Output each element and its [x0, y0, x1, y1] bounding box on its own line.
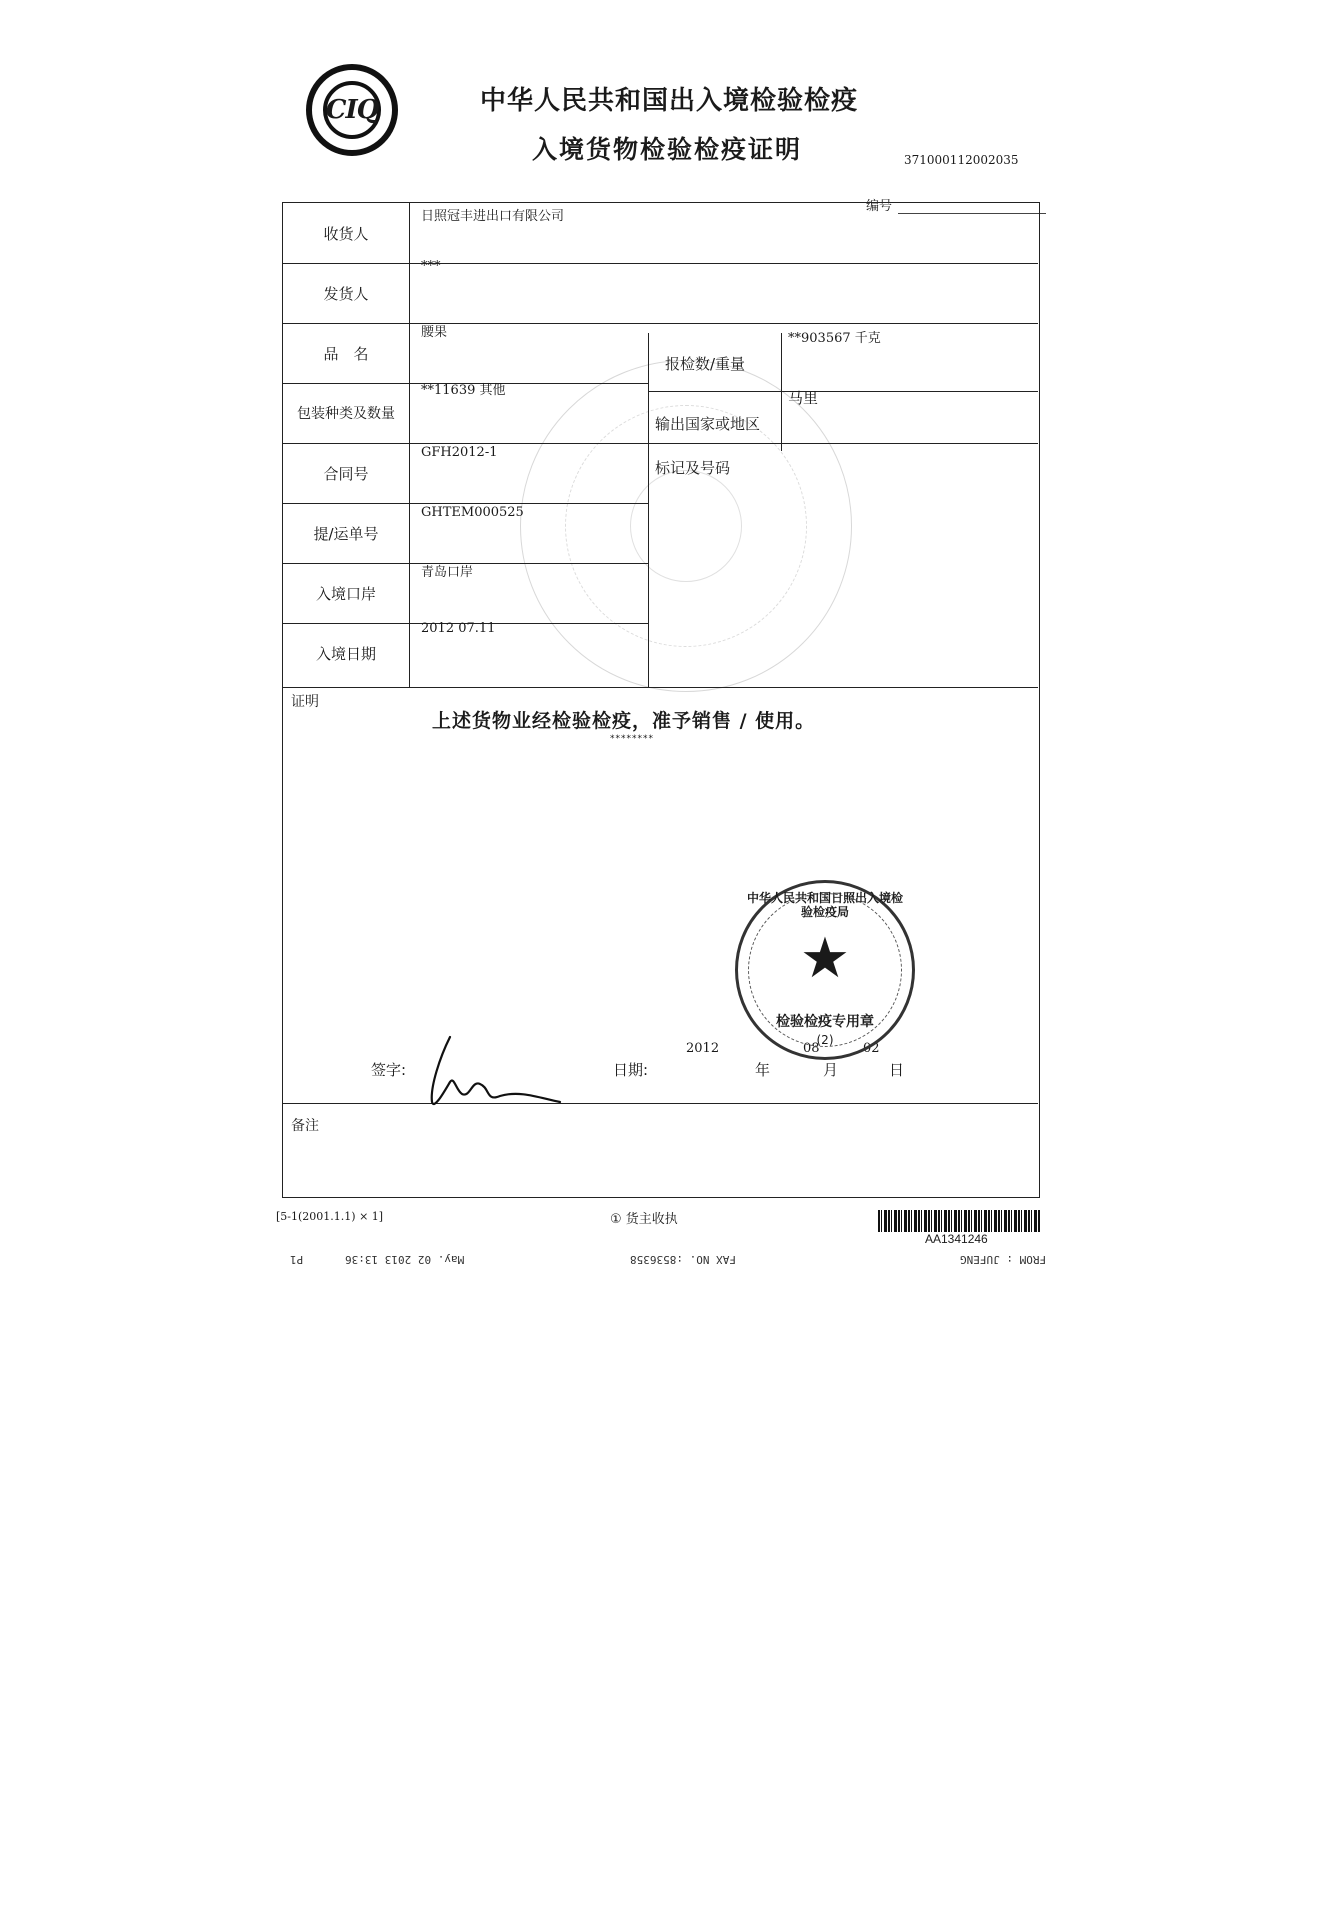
- seal-star-icon: ★: [799, 926, 851, 991]
- document-title-line2: 入境货物检验检疫证明: [532, 135, 803, 164]
- origin-country-label: 输出国家或地区: [655, 415, 761, 433]
- consignee-value: 日照冠丰进出口有限公司: [421, 209, 565, 224]
- bill-of-lading-value: GHTEM000525: [421, 505, 524, 520]
- quantity-weight-value: **903567 千克: [788, 331, 881, 346]
- fax-timestamp: May. 02 2013 13:36: [345, 1253, 465, 1266]
- consignor-value: ***: [421, 259, 441, 274]
- row-line: [283, 323, 1038, 324]
- marks-numbers-label: 标记及号码: [655, 459, 731, 477]
- signature-label: 签字:: [371, 1061, 407, 1079]
- seal-bottom-text: 检验检疫专用章: [776, 1014, 874, 1030]
- right-block-divider: [648, 333, 649, 687]
- remarks-label: 备注: [291, 1118, 319, 1134]
- ciq-logo-text: CIQ: [323, 81, 381, 139]
- seal-code: (2): [816, 1033, 834, 1047]
- row-line: [283, 1103, 1038, 1104]
- packing-value: **11639 其他: [421, 383, 506, 398]
- row-line: [283, 443, 1038, 444]
- barcode-image: [878, 1210, 1040, 1232]
- fax-from: FROM : JUFENG: [960, 1253, 1047, 1266]
- packing-label: 包装种类及数量: [297, 406, 395, 422]
- barcode-number: AA1341246: [925, 1232, 988, 1246]
- goods-name-value: 腰果: [421, 325, 448, 340]
- bill-of-lading-label: 提/运单号: [313, 525, 379, 543]
- entry-date-label: 入境日期: [315, 645, 376, 663]
- contract-value: GFH2012-1: [421, 445, 498, 460]
- statement-stars: ********: [610, 734, 654, 744]
- ciq-logo: [306, 64, 398, 156]
- fax-number: FAX NO. :8536358: [630, 1253, 736, 1266]
- entry-port-label: 入境口岸: [315, 585, 376, 603]
- certification-statement: 上述货物业经检验检疫，准予销售 / 使用。: [432, 710, 816, 732]
- entry-port-value: 青岛口岸: [421, 565, 474, 580]
- consignee-label: 收货人: [323, 225, 369, 243]
- consignor-label: 发货人: [323, 285, 369, 303]
- fax-page: P1: [290, 1253, 304, 1266]
- date-label: 日期:: [613, 1061, 649, 1079]
- date-year-value: 2012: [686, 1041, 720, 1056]
- copy-type: ① 货主收执: [610, 1212, 678, 1227]
- document-title-line1: 中华人民共和国出入境检验检疫: [480, 86, 859, 116]
- year-char: 年: [755, 1061, 771, 1079]
- certification-label: 证明: [291, 694, 319, 710]
- contract-label: 合同号: [323, 465, 369, 483]
- entry-date-value: 2012 07.11: [421, 621, 496, 636]
- date-month-value: 08: [803, 1041, 820, 1056]
- official-seal: [735, 880, 915, 1060]
- certificate-number: 371000112002035: [904, 153, 1019, 167]
- origin-country-value: 马里: [788, 389, 819, 407]
- label-column-divider: [409, 203, 410, 687]
- quantity-weight-label: 报检数/重量: [665, 355, 746, 373]
- seal-org-name: 中华人民共和国日照出入境检验检疫局: [746, 891, 903, 919]
- day-char: 日: [889, 1061, 905, 1079]
- row-line: [648, 391, 1038, 392]
- month-char: 月: [823, 1061, 839, 1079]
- row-line: [283, 263, 1038, 264]
- handwritten-signature: [410, 1032, 580, 1112]
- row-line: [283, 687, 1038, 688]
- goods-name-label: 品 名: [323, 345, 369, 363]
- date-day-value: 02: [863, 1041, 880, 1056]
- form-code: [5-1(2001.1.1) × 1]: [276, 1210, 384, 1223]
- certificate-form: [282, 202, 1040, 1198]
- right-value-divider: [781, 333, 782, 451]
- number-label: 编号: [866, 199, 893, 214]
- row-line: [283, 503, 648, 504]
